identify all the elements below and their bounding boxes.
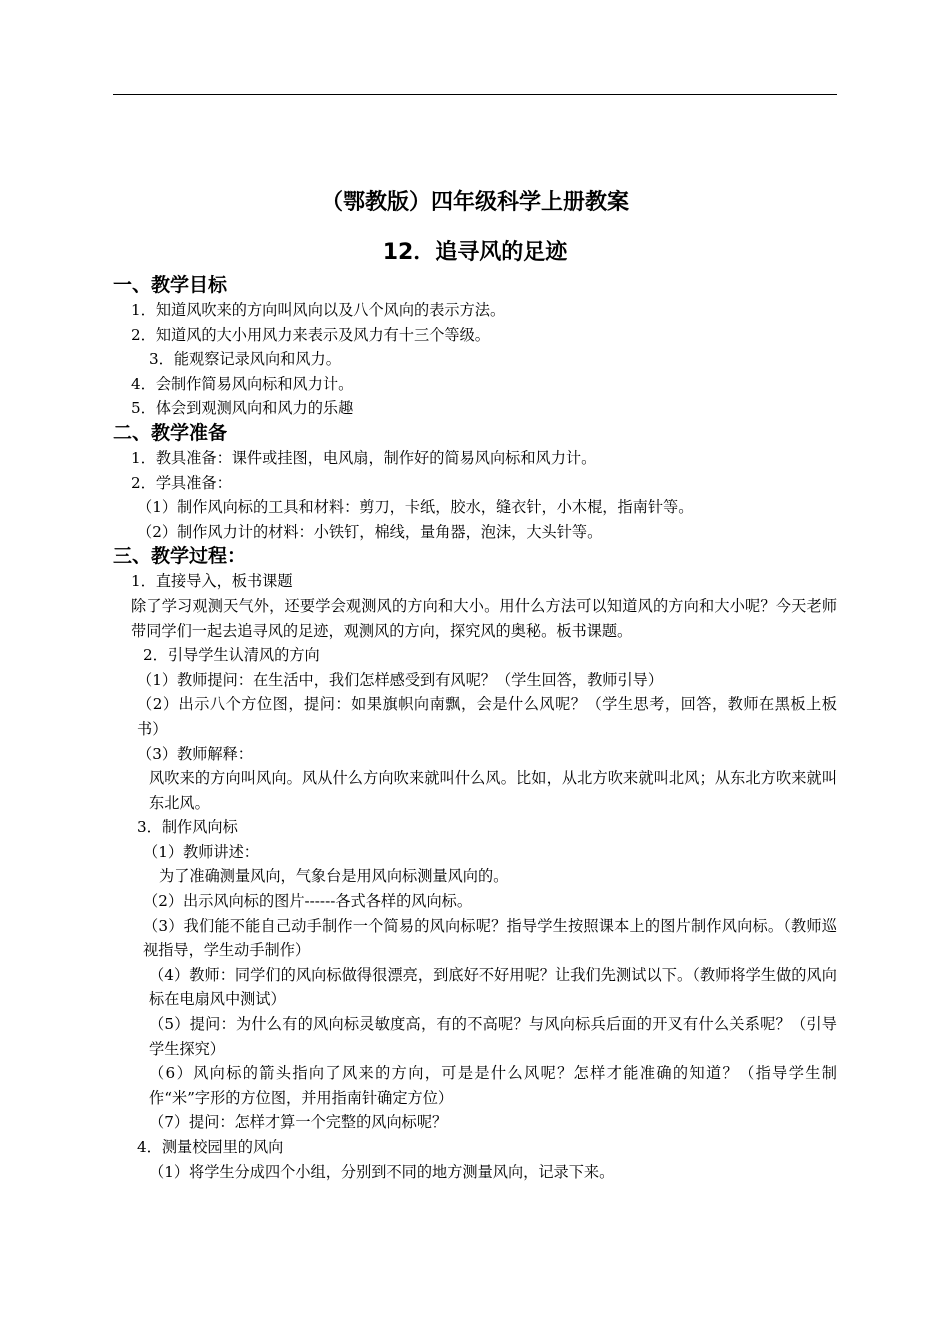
lesson-title: 12．追寻风的足迹 [382, 240, 568, 265]
process-paragraph: （4）教师：同学们的风向标做得很漂亮，到底好不好用呢？让我们先测试以下。（教师将学生做的风向标在电扇风中测试） [149, 965, 837, 1009]
section-heading-prep: 二、教学准备 [113, 421, 228, 444]
process-step: 4．测量校园里的风向 [137, 1138, 284, 1156]
prep-item: （2）制作风力计的材料：小铁钉，棉线，量角器，泡沫，大头针等。 [137, 522, 603, 541]
process-paragraph: （7）提问：怎样才算一个完整的风向标呢？ [149, 1113, 448, 1132]
process-paragraph: （5）提问：为什么有的风向标灵敏度高，有的不高呢？与风向标兵后面的开叉有什么关系呢？（引导学生探究） [149, 1015, 837, 1058]
prep-item: 2．学具准备： [131, 473, 232, 492]
process-paragraph: （6）风向标的箭头指向了风来的方向，可是是什么风呢？怎样才能准确的知道？（指导学生制作“米”字形的方位图，并用指南针确定方位） [149, 1064, 837, 1107]
goal-item: 4．会制作简易风向标和风力计。 [131, 374, 354, 393]
prep-item: 1．教具准备：课件或挂图，电风扇，制作好的简易风向标和风力计。 [131, 448, 597, 467]
process-paragraph: （2）出示风向标的图片------各式各样的风向标。 [143, 892, 473, 911]
process-step: 3．制作风向标 [137, 818, 238, 837]
goal-item: 3．能观察记录风向和风力。 [149, 350, 341, 369]
goal-item: 1．知道风吹来的方向叫风向以及八个风向的表示方法。 [131, 301, 506, 319]
process-paragraph: （1）教师讲述： [143, 842, 259, 861]
header-rule [113, 94, 837, 95]
section-heading-process: 三、教学过程： [113, 545, 247, 568]
process-step: 1．直接导入，板书课题 [131, 572, 293, 591]
document-title: （鄂教版）四年级科学上册教案 [320, 190, 629, 215]
process-paragraph: （3）我们能不能自己动手制作一个简易的风向标呢？指导学生按照课本上的图片制作风向标。（教师巡视指导，学生动手制作） [143, 916, 837, 960]
section-heading-goals: 一、教学目标 [113, 274, 228, 296]
goal-item: 2．知道风的大小用风力来表示及风力有十三个等级。 [131, 325, 490, 344]
prep-item: （1）制作风向标的工具和材料：剪刀，卡纸，胶水，缝衣针，小木棍，指南针等。 [137, 498, 694, 517]
document-body [113, 273, 837, 1184]
process-paragraph: （2）出示八个方位图，提问：如果旗帜向南飘，会是什么风呢？（学生思考，回答，教师在黑板上板书） [137, 695, 837, 738]
process-paragraph: （1）教师提问：在生活中，我们怎样感受到有风呢？（学生回答，教师引导） [137, 670, 664, 689]
goal-item: 5．体会到观测风向和风力的乐趣 [131, 399, 354, 418]
process-paragraph: 为了准确测量风向，气象台是用风向标测量风向的。 [159, 867, 509, 886]
process-step: 2．引导学生认清风的方向 [143, 646, 320, 665]
process-paragraph: 风吹来的方向叫风向。风从什么方向吹来就叫什么风。比如，从北方吹来就叫北风；从东北方吹来就叫东北风。 [149, 769, 837, 812]
process-paragraph: （1）将学生分成四个小组，分别到不同的地方测量风向，记录下来。 [149, 1162, 615, 1181]
process-paragraph: 除了学习观测天气外，还要学会观测风的方向和大小。用什么方法可以知道风的方向和大小呢？今天老师带同学们一起去追寻风的足迹，观测风的方向，探究风的奥秘。板书课题。 [131, 596, 837, 640]
process-paragraph: （3）教师解释： [137, 744, 253, 763]
